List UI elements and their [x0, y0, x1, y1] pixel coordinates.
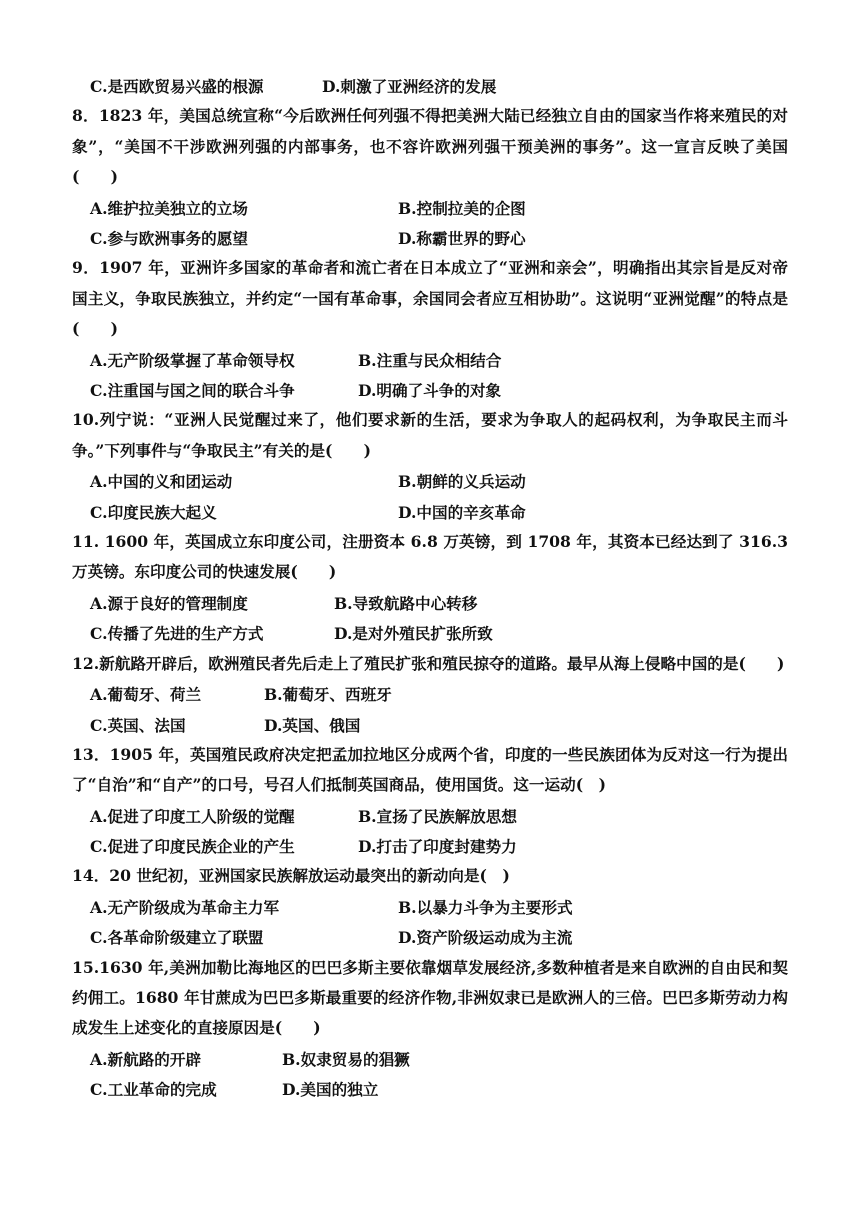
q8-options-ab [72, 193, 788, 223]
q14-option-d[interactable]: D.资产阶级运动成为主流 [398, 928, 573, 948]
q15-option-b[interactable]: B.奴隶贸易的猖獗 [282, 1049, 410, 1069]
q9-option-a[interactable]: A.无产阶级掌握了革命领导权 [90, 350, 295, 370]
q9-options-ab [72, 345, 788, 375]
q8-option-d[interactable]: D.称霸世界的野心 [398, 229, 526, 249]
q12-option-b[interactable]: B.葡萄牙、西班牙 [264, 685, 392, 705]
q7-option-c[interactable]: C.是西欧贸易兴盛的根源 [90, 77, 264, 97]
q15-stem: 15.1630 年,美洲加勒比海地区的巴巴多斯主要依靠烟草发展经济,多数种植者是来自欧洲的自由民和契约佣工。1680 年甘蔗成为巴巴多斯最重要的经济作物,非洲奴隶已是欧洲人的三倍。巴巴多斯劳动力构成发生上述变化的直接原因是( ) [72, 957, 788, 1038]
q13-options-ab [72, 801, 788, 831]
q7-option-d[interactable]: D.刺激了亚洲经济的发展 [322, 77, 497, 97]
q8-option-a[interactable]: A.维护拉美独立的立场 [90, 198, 248, 218]
q13-option-b[interactable]: B.宣扬了民族解放思想 [358, 806, 517, 826]
q12-option-d[interactable]: D.英国、俄国 [264, 715, 361, 735]
q11-options-ab [72, 588, 788, 618]
q13-option-d[interactable]: D.打击了印度封建势力 [358, 837, 517, 857]
q10-stem: 10.列宁说：“亚洲人民觉醒过来了，他们要求新的生活，要求为争取人的起码权利，为争取民主而斗争。”下列事件与“争取民主”有关的是( ) [72, 410, 788, 460]
q10-options-ab [72, 466, 788, 496]
q15-option-d[interactable]: D.美国的独立 [282, 1080, 379, 1100]
q12-options-cd [72, 709, 788, 739]
q10-option-d[interactable]: D.中国的辛亥革命 [398, 502, 526, 522]
q10-option-a[interactable]: A.中国的义和团运动 [90, 472, 233, 492]
q11-options-cd [72, 618, 788, 648]
q9-options-cd [72, 375, 788, 405]
q12-options-ab [72, 679, 788, 709]
q15-option-a[interactable]: A.新航路的开辟 [90, 1049, 202, 1069]
q9-option-b[interactable]: B.注重与民众相结合 [358, 350, 502, 370]
q13-options-cd [72, 831, 788, 861]
q7-options-cd [72, 71, 788, 101]
q15-option-c[interactable]: C.工业革命的完成 [90, 1080, 217, 1100]
q11-option-a[interactable]: A.源于良好的管理制度 [90, 593, 248, 613]
q15-options-ab [72, 1044, 788, 1074]
q8-options-cd [72, 223, 788, 253]
q11-stem: 11. 1600 年，英国成立东印度公司，注册资本 6.8 万英镑，到 1708 年，其资本已经达到了 316.3 万英镑。东印度公司的快速发展( ) [72, 531, 788, 582]
q8-option-b[interactable]: B.控制拉美的企图 [398, 198, 526, 218]
q14-option-c[interactable]: C.各革命阶级建立了联盟 [90, 928, 264, 948]
q11-option-d[interactable]: D.是对外殖民扩张所致 [334, 624, 493, 644]
q9-option-c[interactable]: C.注重国与国之间的联合斗争 [90, 381, 295, 401]
q13-option-a[interactable]: A.促进了印度工人阶级的觉醒 [90, 806, 295, 826]
q9-stem: 9．1907 年，亚洲许多国家的革命者和流亡者在日本成立了“亚洲和亲会”，明确指出其宗旨是反对帝国主义，争取民族独立，并约定“一国有革命事，余国同会者应互相协助”。这说明“亚洲觉醒”的特点是( ) [72, 258, 788, 339]
q12-option-a[interactable]: A.葡萄牙、荷兰 [90, 685, 202, 705]
q15-options-cd [72, 1074, 788, 1104]
q13-stem: 13．1905 年，英国殖民政府决定把孟加拉地区分成两个省，印度的一些民族团体为反对这一行为提出了“自治”和“自产”的口号，号召人们抵制英国商品，使用国货。这一运动( ) [72, 744, 788, 795]
q10-option-b[interactable]: B.朝鲜的义兵运动 [398, 472, 526, 492]
q14-option-a[interactable]: A.无产阶级成为革命主力军 [90, 897, 280, 917]
q9-option-d[interactable]: D.明确了斗争的对象 [358, 381, 502, 401]
q11-option-c[interactable]: C.传播了先进的生产方式 [90, 624, 264, 644]
q8-stem: 8．1823 年，美国总统宣称“今后欧洲任何列强不得把美洲大陆已经独立自由的国家当作将来殖民的对象”，“美国不干涉欧洲列强的内部事务，也不容许欧洲列强干预美洲的事务”。这一宣言反映了美国( ) [72, 106, 788, 187]
q12-option-c[interactable]: C.英国、法国 [90, 715, 186, 735]
q10-option-c[interactable]: C.印度民族大起义 [90, 502, 217, 522]
q13-option-c[interactable]: C.促进了印度民族企业的产生 [90, 837, 295, 857]
q14-options-cd [72, 922, 788, 952]
q10-options-cd [72, 497, 788, 527]
q14-options-ab [72, 892, 788, 922]
q14-stem: 14．20 世纪初，亚洲国家民族解放运动最突出的新动向是( ) [72, 866, 510, 886]
q14-option-b[interactable]: B.以暴力斗争为主要形式 [398, 897, 573, 917]
q12-stem: 12.新航路开辟后，欧洲殖民者先后走上了殖民扩张和殖民掠夺的道路。最早从海上侵略中国的是( ) [72, 653, 785, 673]
q8-option-c[interactable]: C.参与欧洲事务的愿望 [90, 229, 248, 249]
q11-option-b[interactable]: B.导致航路中心转移 [334, 593, 478, 613]
